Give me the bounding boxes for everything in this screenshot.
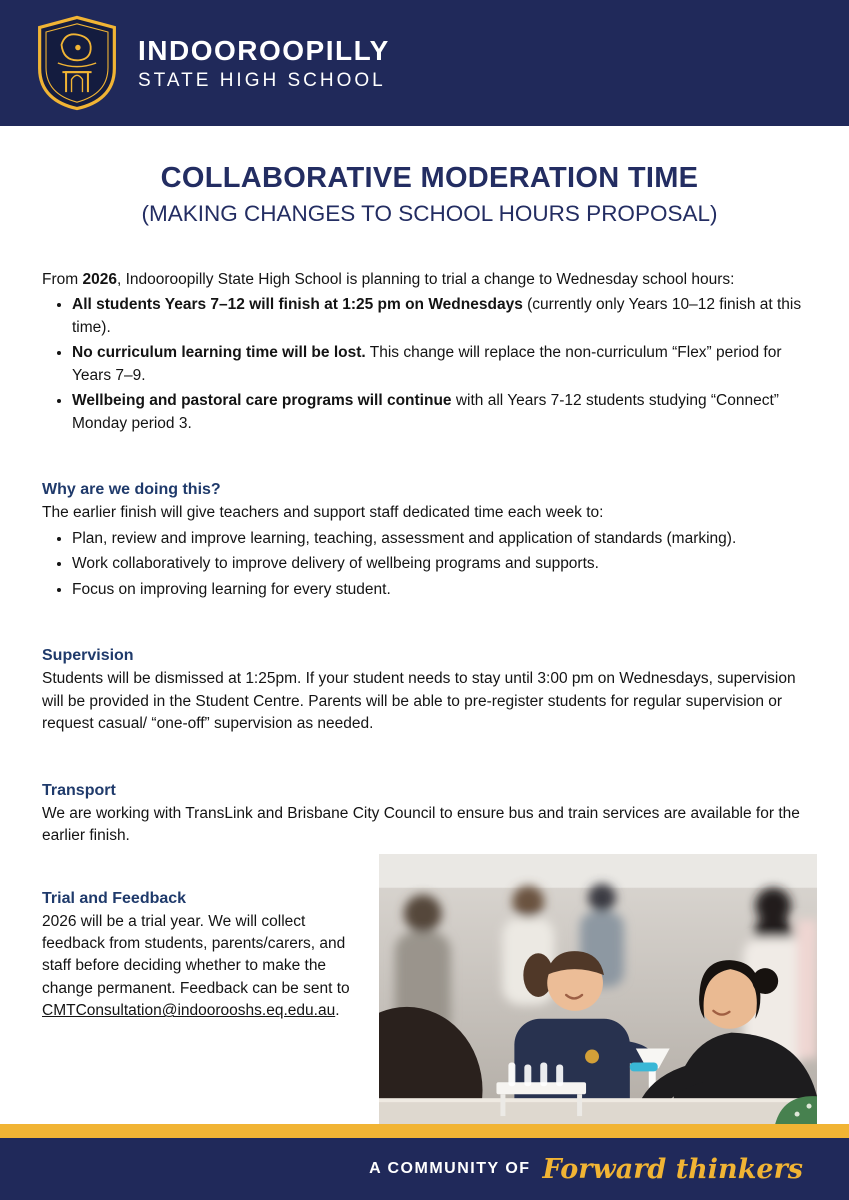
- bullet-item: • Plan, review and improve learning, teaching, assessment and application of standards (marking).: [72, 528, 817, 550]
- why-bullet-list: [42, 528, 817, 601]
- intro-text-bold: 2026: [82, 271, 117, 288]
- intro-bullet-list: [42, 294, 817, 435]
- page-subtitle: (MAKING CHANGES TO SCHOOL HOURS PROPOSAL): [141, 201, 718, 226]
- intro-paragraph: [42, 269, 817, 291]
- bullet-rest-text: This change will replace the non-curriculum “Flex” period for Years 7–9.: [72, 344, 782, 384]
- classroom-photo: [379, 854, 817, 1124]
- gold-divider: [0, 1124, 849, 1138]
- why-lead-paragraph: The earlier finish will give teachers and support staff dedicated time each week to:: [42, 504, 604, 522]
- classroom-photo-illustration: [379, 854, 817, 1124]
- trial-paragraph: [42, 911, 372, 1023]
- footer-tagline: Forward thinkers: [542, 1153, 803, 1185]
- footer-community-label: A COMMUNITY OF: [369, 1160, 531, 1177]
- bullet-bold-text: Wellbeing and pastoral care programs will continue: [72, 392, 452, 410]
- flyer-body: [0, 126, 849, 1124]
- section-heading-supervision: Supervision: [42, 647, 134, 665]
- school-name-primary: INDOOROOPILLY: [138, 34, 390, 66]
- section-heading-why: Why are we doing this?: [42, 481, 221, 499]
- bullet-item: [72, 390, 817, 435]
- bullet-item: • Work collaboratively to improve delivery of wellbeing programs and supports.: [72, 553, 817, 575]
- bullet-rest-text: (currently only Years 10–12 finish at this time).: [72, 296, 802, 336]
- bullet-rest-text: with all Years 7-12 students studying “Connect” Monday period 3.: [72, 392, 779, 432]
- trial-row: [42, 854, 817, 1124]
- supervision-paragraph: Students will be dismissed at 1:25pm. If your student needs to stay until 3:00 pm on Wednesdays, supervision will be provided in the Student Centre. Parents will be able to pre-register students for regular supervision or request casual/ “one-off” supervision as needed.: [42, 670, 796, 733]
- footer-area: [0, 1124, 849, 1200]
- bullet-bold-text: No curriculum learning time will be lost.: [72, 344, 366, 362]
- page-title: COLLABORATIVE MODERATION TIME: [160, 162, 699, 194]
- section-heading-transport: Transport: [42, 781, 116, 799]
- trial-text-lead: 2026 will be a trial year. We will collect feedback from students, parents/carers, and staff before deciding whether to make the change permanent. Feedback can be sent to: [42, 912, 350, 997]
- intro-text-pre: From: [42, 271, 83, 288]
- section-heading-trial: Trial and Feedback: [42, 889, 187, 907]
- feedback-email-link[interactable]: CMTConsultation@indoorooshs.eq.edu.au: [42, 1002, 336, 1020]
- footer-banner: [0, 1138, 849, 1200]
- bullet-item: [72, 294, 817, 339]
- bullet-bold-text: All students Years 7–12 will finish at 1:25 pm on Wednesdays: [72, 296, 523, 314]
- school-crest-icon: [36, 14, 118, 112]
- header-banner: [0, 0, 849, 126]
- school-name: [138, 35, 390, 92]
- trial-feedback-section: [42, 854, 372, 1124]
- bullet-item: • Focus on improving learning for every student.: [72, 579, 817, 601]
- school-name-secondary: STATE HIGH SCHOOL: [138, 69, 386, 91]
- transport-paragraph: We are working with TransLink and Brisbane City Council to ensure bus and train services are available for the earlier finish.: [42, 804, 800, 845]
- trial-text-after: .: [335, 1002, 340, 1020]
- intro-text-post: , Indooroopilly State High School is planning to trial a change to Wednesday school hours:: [116, 271, 735, 288]
- bullet-item: [72, 342, 817, 387]
